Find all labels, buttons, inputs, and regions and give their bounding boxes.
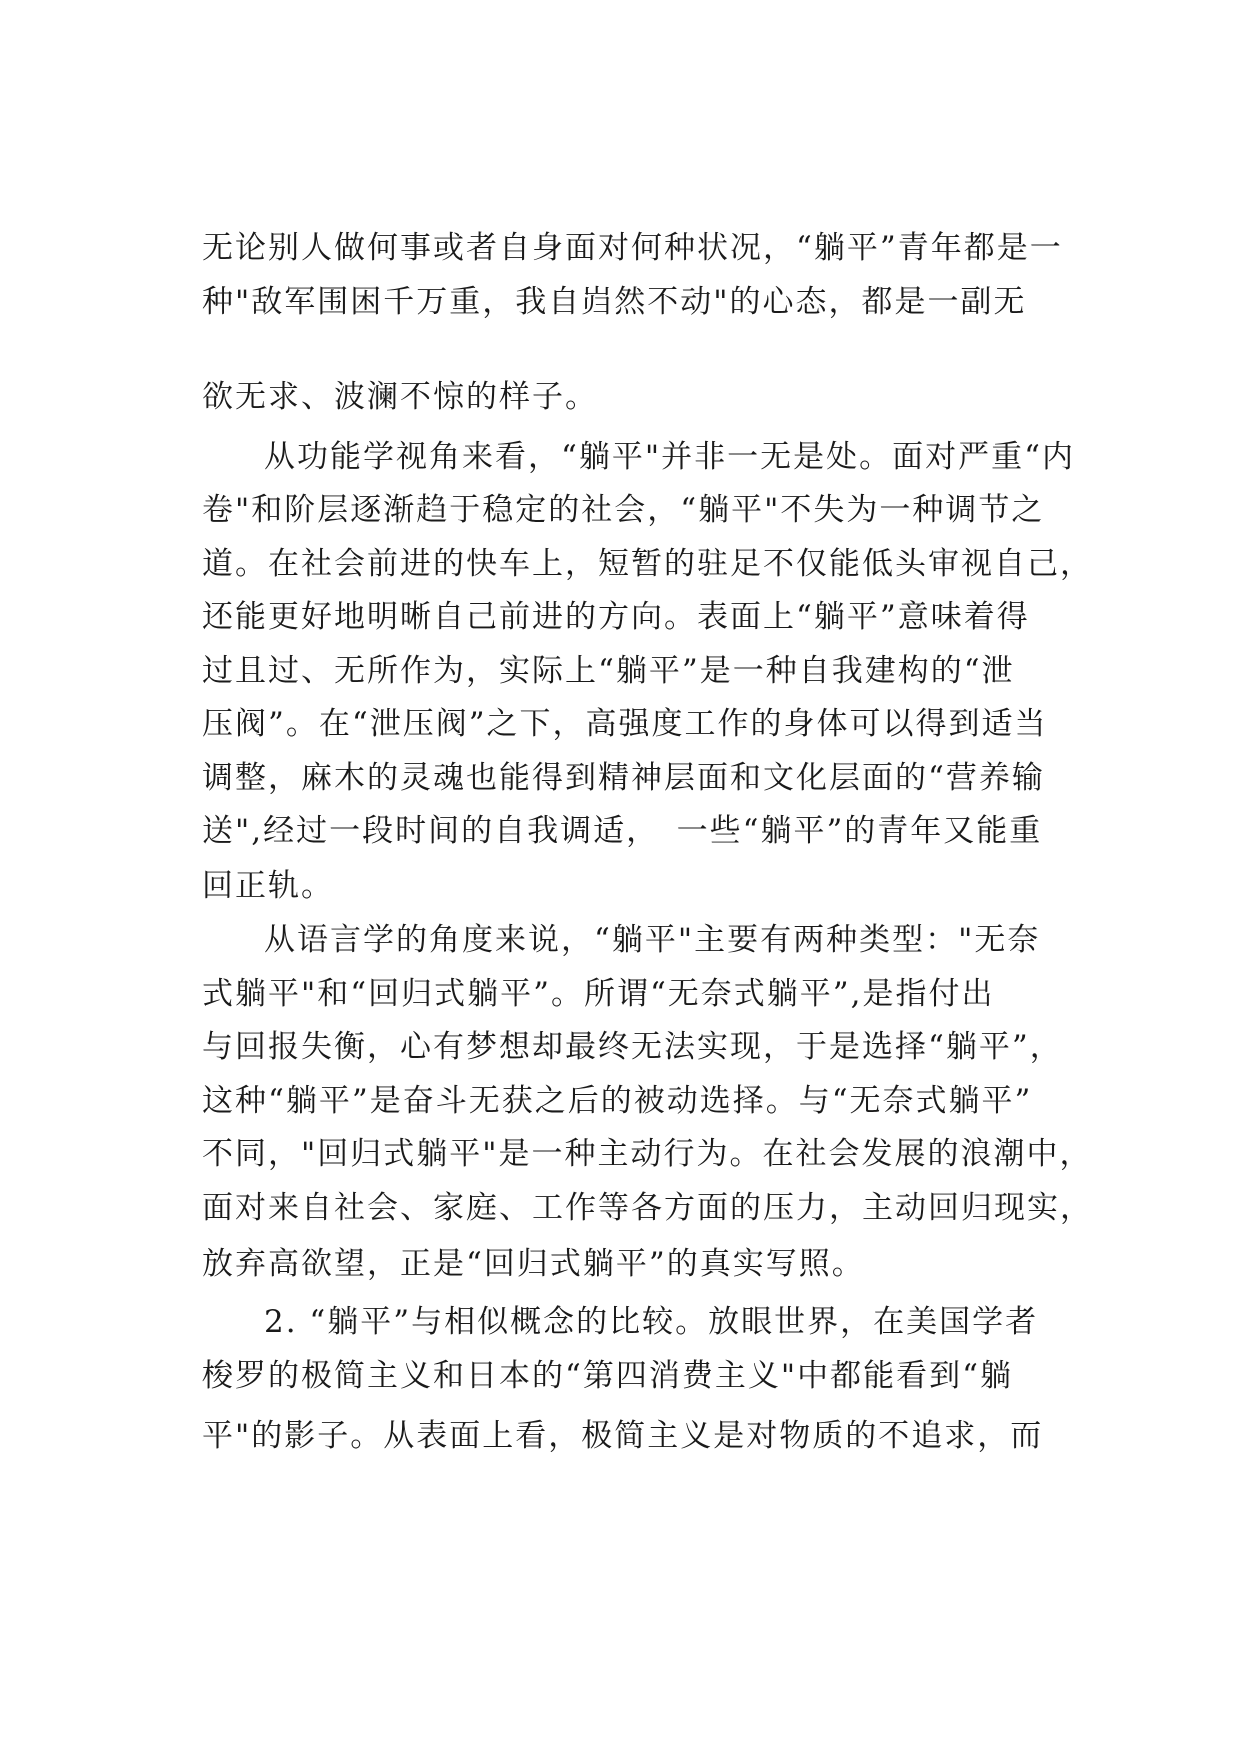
text-line: 回正轨。	[202, 868, 334, 904]
text-line: 道。在社会前进的快车上，短暂的驻足不仅能低头审视自己，	[202, 546, 1093, 582]
text-line: 放弃高欲望，正是“回归式躺平”的真实写照。	[202, 1246, 865, 1282]
text-line: 送",经过一段时间的自我调适， 一些“躺平”的青年又能重	[202, 813, 1043, 849]
text-line: 面对来自社会、家庭、工作等各方面的压力，主动回归现实，	[202, 1190, 1093, 1226]
text-line: 不同，"回归式躺平"是一种主动行为。在社会发展的浪潮中，	[202, 1136, 1093, 1172]
text-line: 过且过、无所作为，实际上“躺平”是一种自我建构的“泄	[202, 653, 1015, 689]
text-line: 2. “躺平”与相似概念的比较。放眼世界，在美国学者	[264, 1304, 1039, 1340]
text-line: 调整，麻木的灵魂也能得到精神层面和文化层面的“营养输	[202, 760, 1045, 796]
text-line: 还能更好地明晰自己前进的方向。表面上“躺平”意味着得	[202, 599, 1030, 635]
text-line: 种"敌军围困千万重，我自岿然不动"的心态，都是一副无	[202, 284, 1027, 320]
text-line: 从功能学视角来看，“躺平"并非一无是处。面对严重“内	[264, 439, 1075, 475]
text-line: 这种“躺平”是奋斗无获之后的被动选择。与“无奈式躺平”	[202, 1083, 1033, 1119]
text-line: 梭罗的极简主义和日本的“第四消费主义"中都能看到“躺	[202, 1358, 1013, 1394]
text-line: 无论别人做何事或者自身面对何种状况，“躺平”青年都是一	[202, 230, 1063, 266]
text-line: 欲无求、波澜不惊的样子。	[202, 379, 598, 415]
text-line: 压阀”。在“泄压阀”之下，高强度工作的身体可以得到适当	[202, 706, 1048, 742]
text-line: 式躺平"和“回归式躺平”。所谓“无奈式躺平”,是指付出	[202, 976, 995, 1012]
text-line: 与回报失衡，心有梦想却最终无法实现，于是选择“躺平”，	[202, 1029, 1063, 1065]
text-line: 平"的影子。从表面上看，极简主义是对物质的不追求，而	[202, 1418, 1044, 1454]
text-line: 从语言学的角度来说，“躺平"主要有两种类型："无奈	[264, 922, 1041, 958]
text-line: 卷"和阶层逐渐趋于稳定的社会，“躺平"不失为一种调节之	[202, 492, 1045, 528]
